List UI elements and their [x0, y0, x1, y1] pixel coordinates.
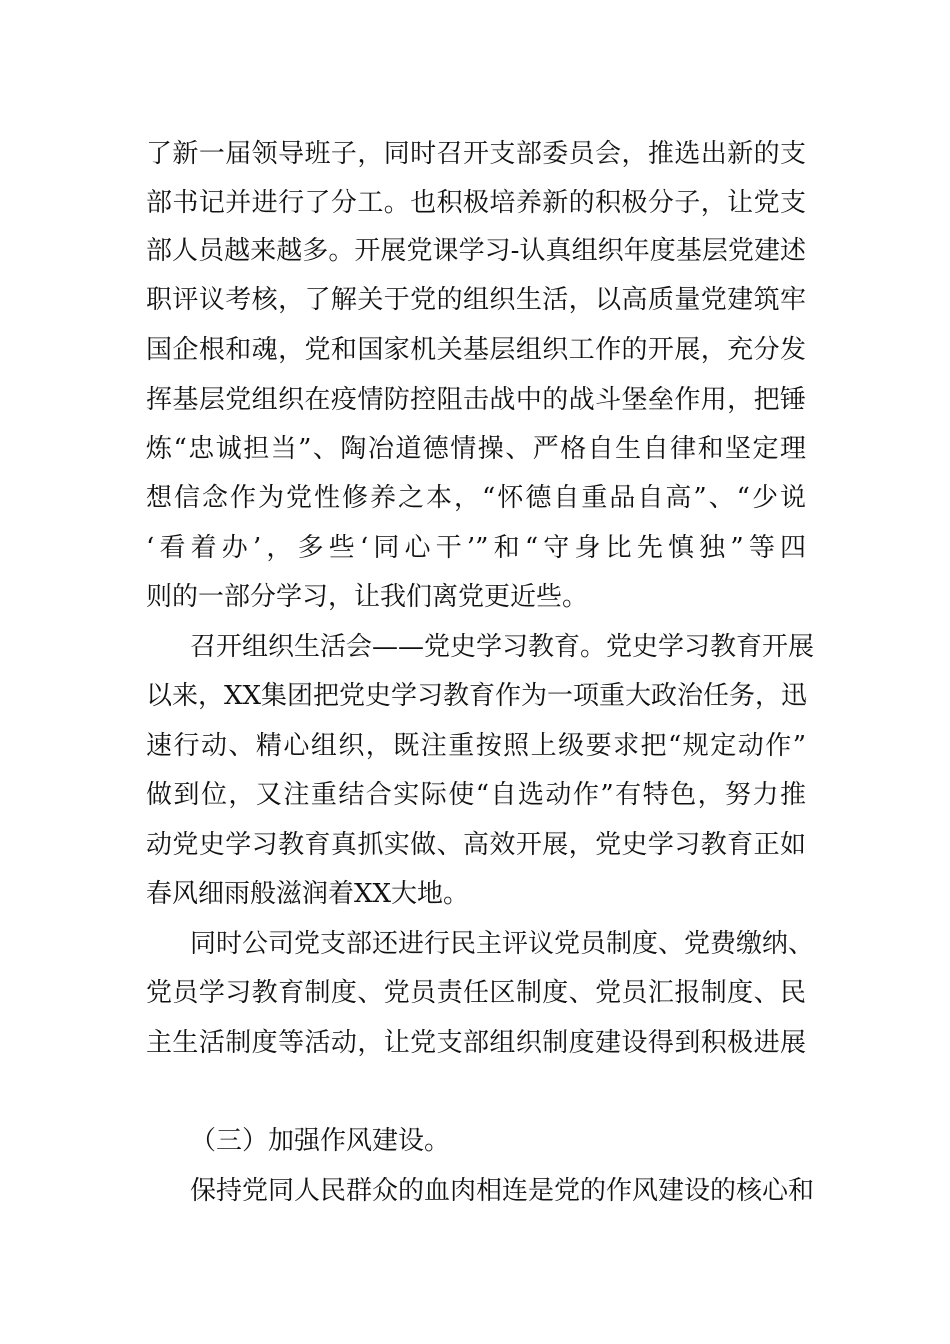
text-line: 以来，XX集团把党史学习教育作为一项重大政治任务，迅	[146, 681, 808, 711]
text-line: 国企根和魂，党和国家机关基层组织工作的开展，充分发	[146, 335, 806, 365]
text-line: 则的一部分学习，让我们离党更近些。	[146, 582, 589, 612]
text-line: 挥基层党组织在疫情防控阻击战中的战斗堡垒作用，把锤	[146, 385, 806, 415]
text-line: 部书记并进行了分工。也积极培养新的积极分子，让党支	[146, 188, 806, 218]
text-line: 了新一届领导班子，同时召开支部委员会，推选出新的支	[146, 139, 806, 169]
paragraph-first-line: 同时公司党支部还进行民主评议党员制度、党费缴纳、	[190, 929, 815, 959]
text-line: 职评议考核，了解关于党的组织生活，以高质量党建筑牢	[146, 285, 806, 315]
text-line: 炼“忠诚担当”、陶冶道德情操、严格自生自律和坚定理	[146, 434, 806, 464]
text-line: 动党史学习教育真抓实做、高效开展，党史学习教育正如	[146, 830, 806, 860]
text-line: 做到位，又注重结合实际使“自选动作”有特色，努力推	[146, 780, 806, 810]
text-line: 党员学习教育制度、党员责任区制度、党员汇报制度、民	[146, 978, 806, 1008]
text-line: 速行动、精心组织，既注重按照上级要求把“规定动作”	[146, 731, 806, 761]
text-line: ‘看着办’，多些‘同心干’”和“守身比先慎独”等四	[146, 533, 806, 563]
text-line: 部人员越来越多。开展党课学习-认真组织年度基层党建述	[146, 236, 806, 266]
section-heading: （三）加强作风建设。	[190, 1126, 451, 1156]
text-line: 主生活制度等活动，让党支部组织制度建设得到积极进展	[146, 1028, 806, 1058]
text-line: 想信念作为党性修养之本，“怀德自重品自高”、“少说	[146, 483, 806, 513]
paragraph-first-line: 保持党同人民群众的血肉相连是党的作风建设的核心和	[190, 1176, 815, 1206]
paragraph-first-line: 召开组织生活会——党史学习教育。党史学习教育开展	[190, 632, 815, 662]
text-line: 春风细雨般滋润着XX大地。	[146, 879, 470, 909]
